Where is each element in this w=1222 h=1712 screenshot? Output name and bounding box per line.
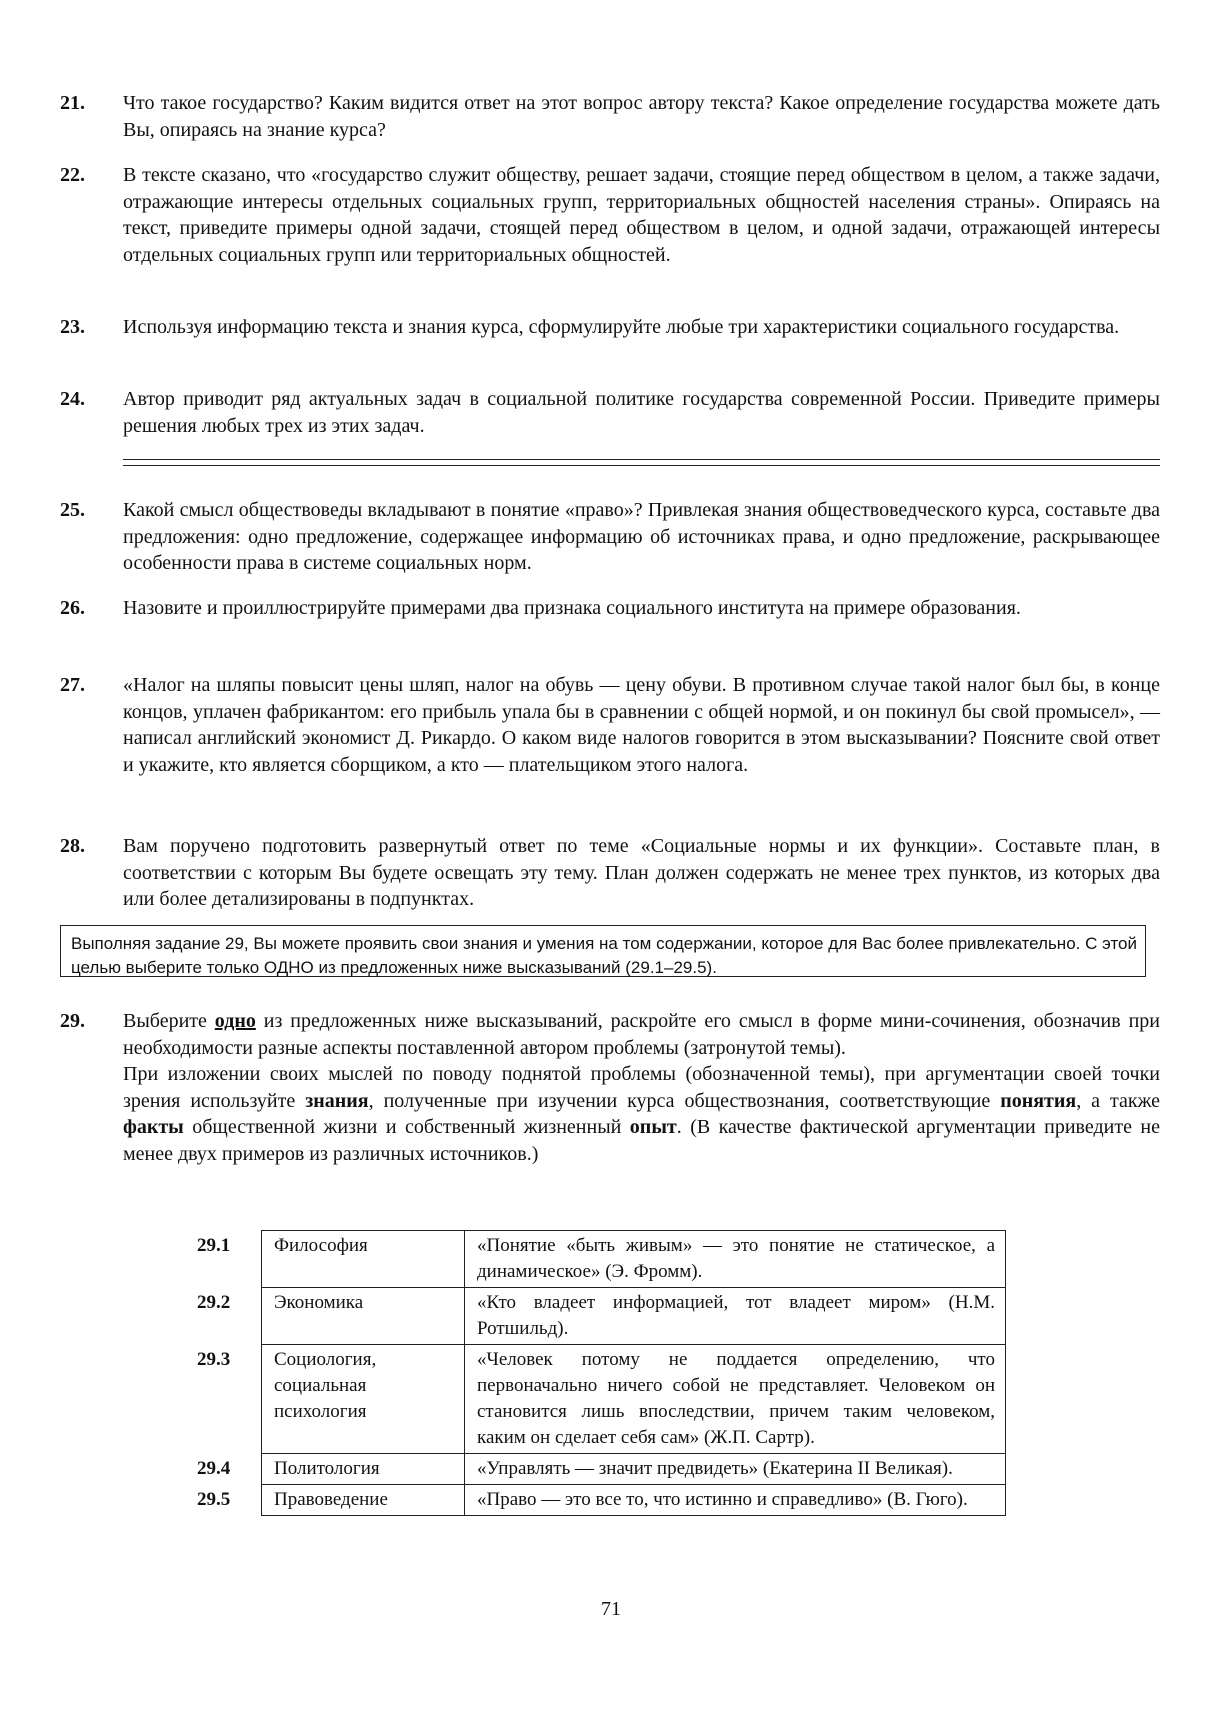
question-number: 29. bbox=[60, 1010, 85, 1032]
table-row bbox=[185, 1485, 1006, 1516]
topic-subject: Философия bbox=[262, 1231, 465, 1288]
topic-subject: Социология, социальная психология bbox=[262, 1345, 465, 1454]
topic-number: 29.4 bbox=[197, 1457, 231, 1479]
table-row bbox=[185, 1231, 1006, 1288]
question-text: В тексте сказано, что «государство служит обществу, решает задачи, стоящие перед обществом в целом, а также задачи, отражающие интересы отдельных социальных групп, территориальных общностей населения страны». Опираясь на текст, приведите примеры одной задачи, стоящей перед обществом в целом, и одной задачи, отражающей интересы отдельных социальных групп или территориальных общностей. bbox=[123, 164, 1160, 266]
topic-quote: «Право — это все то, что истинно и справедливо» (В. Гюго). bbox=[465, 1485, 1006, 1516]
topic-subject: Правоведение bbox=[262, 1485, 465, 1516]
topic-subject: Экономика bbox=[262, 1288, 465, 1345]
question-number: 26. bbox=[60, 597, 85, 619]
emphasis-facts: факты bbox=[123, 1116, 184, 1138]
emphasis-experience: опыт bbox=[629, 1116, 677, 1138]
question-21 bbox=[60, 90, 1160, 143]
topic-quote: «Понятие «быть живым» — это понятие не статическое, а динамическое» (Э. Фромм). bbox=[465, 1231, 1006, 1288]
topic-quote: «Человек потому не поддается определению, что первоначально ничего собой не представляет. Человеком он становится лишь впоследствии, причем таким человеком, каким он сделает себя сам» (Ж.П. Сартр). bbox=[465, 1345, 1006, 1454]
table-row bbox=[185, 1345, 1006, 1454]
question-number: 28. bbox=[60, 835, 85, 857]
question-24 bbox=[60, 386, 1160, 439]
question-text: Какой смысл обществоведы вкладывают в понятие «право»? Привлекая знания обществоведческого курса, составьте два предложения: одно предложение, содержащее информацию об источниках права, и одно предложение, раскрывающее особенности права в системе социальных норм. bbox=[123, 499, 1160, 574]
topic-quote: «Кто владеет информацией, тот владеет миром» (Н.М. Ротшильд). bbox=[465, 1288, 1006, 1345]
emphasis-one: одно bbox=[214, 1010, 256, 1032]
table-row bbox=[185, 1288, 1006, 1345]
topic-subject: Политология bbox=[262, 1454, 465, 1485]
question-28 bbox=[60, 833, 1160, 913]
topic-number: 29.2 bbox=[197, 1291, 231, 1313]
question-text: Назовите и проиллюстрируйте примерами два признака социального института на примере образования. bbox=[123, 597, 1021, 619]
question-text: Используя информацию текста и знания курса, сформулируйте любые три характеристики социального государства. bbox=[123, 316, 1120, 338]
instruction-box: Выполняя задание 29, Вы можете проявить свои знания и умения на том содержании, которое для Вас более привлекательно. С этой целью выберите только ОДНО из предложенных ниже высказываний (29.1–29.5). bbox=[60, 925, 1146, 977]
section-divider bbox=[123, 459, 1160, 460]
question-text: Что такое государство? Каким видится ответ на этот вопрос автору текста? Какое определение государства можете дать Вы, опираясь на знание курса? bbox=[123, 92, 1160, 141]
question-23 bbox=[60, 314, 1160, 341]
page-number: 71 bbox=[601, 1598, 621, 1620]
question-text: Автор приводит ряд актуальных задач в социальной политике государства современной России. Приведите примеры решения любых трех из этих задач. bbox=[123, 388, 1160, 437]
question-number: 25. bbox=[60, 499, 85, 521]
section-divider bbox=[123, 465, 1160, 466]
question-number: 22. bbox=[60, 164, 85, 186]
topics-table bbox=[185, 1230, 1006, 1516]
topic-quote: «Управлять — значит предвидеть» (Екатерина II Великая). bbox=[465, 1454, 1006, 1485]
question-22 bbox=[60, 162, 1160, 268]
topic-number: 29.5 bbox=[197, 1488, 231, 1510]
emphasis-knowledge: знания bbox=[305, 1089, 369, 1112]
question-26 bbox=[60, 595, 1160, 622]
emphasis-concepts: понятия bbox=[1000, 1089, 1077, 1112]
question-29 bbox=[60, 1008, 1160, 1167]
question-27 bbox=[60, 672, 1160, 778]
question-25 bbox=[60, 497, 1160, 577]
question-number: 21. bbox=[60, 92, 85, 114]
topic-number: 29.1 bbox=[197, 1234, 231, 1256]
question-29-paragraph-2: При изложении своих мыслей по поводу поднятой проблемы (обозначенной темы), при аргументации своей точки зрения используйте знания, полученные при изучении курса обществознания, соответствующие понятия, а также факты общественной жизни и собственный жизненный опыт. (В качестве фактической аргументации приведите не менее двух примеров из различных источников.) bbox=[123, 1063, 1161, 1165]
topic-number: 29.3 bbox=[197, 1348, 231, 1370]
question-text: «Налог на шляпы повысит цены шляп, налог на обувь — цену обуви. В противном случае такой налог был бы, в конце концов, уплачен фабрикантом: его прибыль упала бы в сравнении с общей нормой, и он покинул бы свой промысел», — написал английский экономист Д. Рикардо. О каком виде налогов говорится в этом высказывании? Поясните свой ответ и укажите, кто является сборщиком, а кто — плательщиком этого налога. bbox=[123, 674, 1160, 776]
question-number: 27. bbox=[60, 674, 85, 696]
table-row bbox=[185, 1454, 1006, 1485]
question-text: Вам поручено подготовить развернутый ответ по теме «Социальные нормы и их функции». Составьте план, в соответствии с которым Вы будете освещать эту тему. План должен содержать не менее трех пунктов, из которых два или более детализированы в подпунктах. bbox=[123, 835, 1160, 910]
question-29-paragraph-1: Выберите одно из предложенных ниже высказываний, раскройте его смысл в форме мини-сочинения, обозначив при необходимости разные аспекты поставленной автором проблемы (затронутой темы). bbox=[123, 1010, 1160, 1059]
question-number: 23. bbox=[60, 316, 85, 338]
question-number: 24. bbox=[60, 388, 85, 410]
